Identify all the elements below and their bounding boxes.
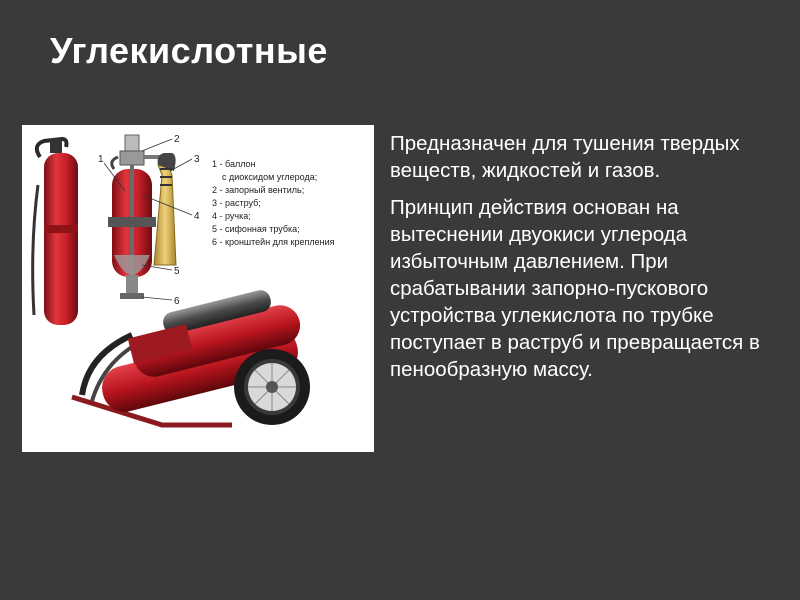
wheeled-extinguisher	[72, 288, 310, 425]
slide-body	[390, 130, 785, 393]
legend-line: 1 - баллон	[212, 159, 256, 169]
extinguisher-illustration	[22, 125, 374, 452]
callout-1: 1	[98, 154, 104, 165]
paragraph-principle: Принцип действия основан на вытеснении двуокиси углерода избыточным давлением. При срабатывании запорно-пускового устройства углекислота по трубке поступает в раструб и превращается в пенообразную массу.	[390, 196, 760, 381]
legend-line: 6 - кронштейн для крепления	[212, 237, 335, 247]
paragraph-purpose: Предназначен для тушения твердых веществ, жидкостей и газов.	[390, 132, 740, 182]
callout-6: 6	[174, 296, 180, 307]
callout-5: 5	[174, 266, 180, 277]
slide-title: Углекислотные	[50, 30, 328, 71]
handheld-extinguisher	[33, 139, 78, 325]
legend-line: 3 - раструб;	[212, 198, 261, 208]
legend-line: 4 - ручка;	[212, 211, 251, 221]
callout-4: 4	[194, 211, 200, 222]
callout-3: 3	[194, 154, 200, 165]
callout-2: 2	[174, 134, 180, 145]
legend-line: 2 - запорный вентиль;	[212, 185, 305, 195]
figure-legend	[212, 159, 335, 247]
legend-line: 5 - сифонная трубка;	[212, 224, 300, 234]
legend-line: с диоксидом углерода;	[222, 172, 318, 182]
extinguisher-diagram	[22, 125, 374, 452]
cutaway-extinguisher	[108, 135, 176, 299]
